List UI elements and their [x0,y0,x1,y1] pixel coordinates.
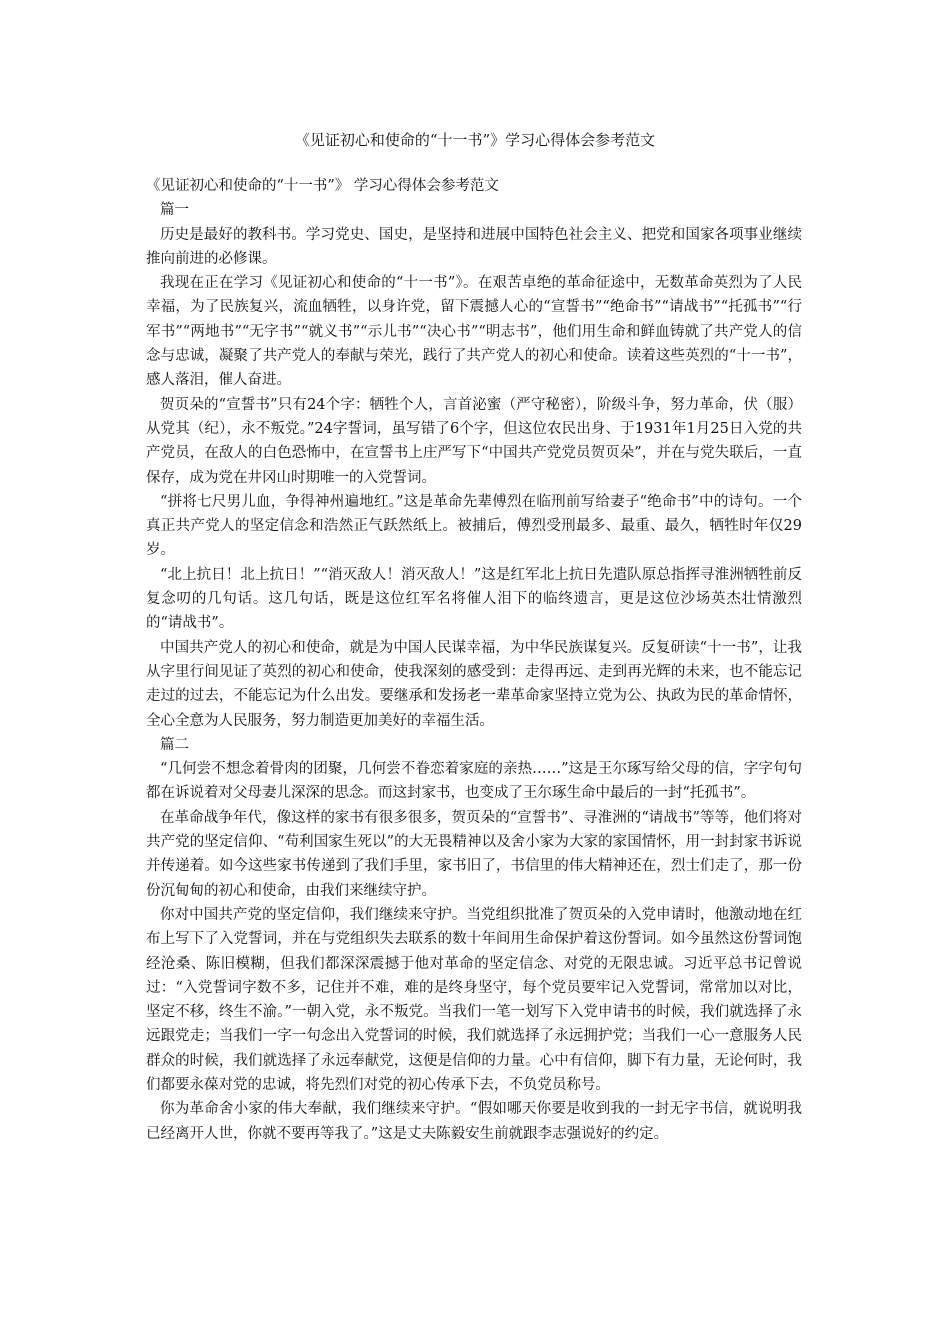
paragraph: 贺页朵的“宣誓书”只有24个字：牺牲个人，言首泌蜜（严守秘密），阶级斗争，努力革命，伏（服）从党其（纪），永不叛党。”24字誓词，虽写错了6个字，但这位农民出身、于1931年1月25日入党的共产党员，在敌人的白色恐怖中，在宣誓书上庄严写下“中国共产党党员贺页朵”，并在与党失联后，一直保存，成为党在井冈山时期唯一的入党誓词。 [146,396,802,486]
paragraph: “拼将七尺男儿血，争得神州遍地红。”这是革命先辈傅烈在临刑前写给妻子“绝命书”中的诗句。一个真正共产党人的坚定信念和浩然正气跃然纸上。被捕后，傅烈受刑最多、最重、最久，牺牲时年仅29岁。 [146,493,802,559]
paragraph: 历史是最好的教科书。学习党史、国史，是坚持和进展中国特色社会主义、把党和国家各项事业继续推向前进的必修课。 [146,226,802,267]
paragraph: 在革命战争年代，像这样的家书有很多很多，贺页朵的“宣誓书”、寻淮洲的“请战书”等等，他们将对共产党的坚定信仰、“苟利国家生死以”的大无畏精神以及舍小家为大家的家国情怀，用一封封家书诉说并传递着。如今这些家书传递到了我们手里，家书旧了，书信里的伟大精神还在，烈士们走了，那一份份沉甸甸的初心和使命，由我们来继续守护。 [146,809,802,899]
paragraph: 你对中国共产党的坚定信仰，我们继续来守护。当党组织批准了贺页朵的入党申请时，他激动地在红布上写下了入党誓词，并在与党组织失去联系的数十年间用生命保护着这份誓词。如今虽然这份誓词饱经沧桑、陈旧模糊，但我们都深深震撼于他对革命的坚定信念、对党的无限忠诚。习近平总书记曾说过：“入党誓词字数不多，记住并不难，难的是终身坚守，每个党员要牢记入党誓词，常常加以对比，坚定不移，终生不渝。”一朝入党，永不叛党。当我们一笔一划写下入党申请书的时候，我们就选择了永远跟党走；当我们一字一句念出入党誓词的时候，我们就选择了永远拥护党；当我们一心一意服务人民群众的时候，我们就选择了永远奉献党，这便是信仰的力量。心中有信仰，脚下有力量，无论何时，我们都要永葆对党的忠诚，将先烈们对党的初心传承下去，不负党员称号。 [146,906,802,1093]
paragraph: 中国共产党人的初心和使命，就是为中国人民谋幸福，为中华民族谋复兴。反复研读“十一书”，让我从字里行间见证了英烈的初心和使命，使我深刻的感受到：走得再远、走到再光辉的未来，也不能忘记走过的过去，不能忘记为什么出发。要继承和发扬老一辈革命家坚持立党为公、执政为民的革命情怀，全心全意为人民服务，努力制造更加美好的幸福生活。 [146,639,802,729]
paragraph: “几何尝不想念着骨肉的团聚，几何尝不眷恋着家庭的亲热……”这是王尔琢写给父母的信，字字句句都在诉说着对父母妻儿深深的思念。而这封家书，也变成了王尔琢生命中最后的一封“托孤书”。 [146,761,802,802]
paragraph: 我现在正在学习《见证初心和使命的“十一书”》。在艰苦卓绝的革命征途中，无数革命英烈为了人民幸福，为了民族复兴，流血牺牲，以身许党，留下震撼人心的“宣誓书”“绝命书”“请战书”“托孤书”“行军书”“两地书”“无字书”“就义书”“示儿书”“决心书”“明志书”，他们用生命和鲜血铸就了共产党人的信念与忠诚，凝聚了共产党人的奉献与荣光，践行了共产党人的初心和使命。读着这些英烈的“十一书”，感人落泪，催人奋进。 [146,275,802,389]
document-body [146,174,802,1146]
document-title: 《见证初心和使命的“十一书”》学习心得体会参考范文 [294,131,656,149]
document-subtitle: 《见证初心和使命的“十一书”》 学习心得体会参考范文 [146,178,499,194]
paragraph: 你为革命舍小家的伟大奉献，我们继续来守护。“假如哪天你要是收到我的一封无字书信，就说明我已经离开人世，你就不要再等我了。”这是丈夫陈毅安生前就跟李志强说好的约定。 [146,1101,802,1142]
paragraph: “北上抗日！北上抗日！”“消灭敌人！消灭敌人！”这是红军北上抗日先遣队原总指挥寻淮洲牺牲前反复念叨的几句话。这几句话，既是这位红军名将催人泪下的临终遗言，更是这位沙场英杰壮情激烈的“请战书”。 [146,566,802,632]
section-heading-1: 篇一 [160,202,189,219]
section-heading-2: 篇二 [160,736,189,753]
